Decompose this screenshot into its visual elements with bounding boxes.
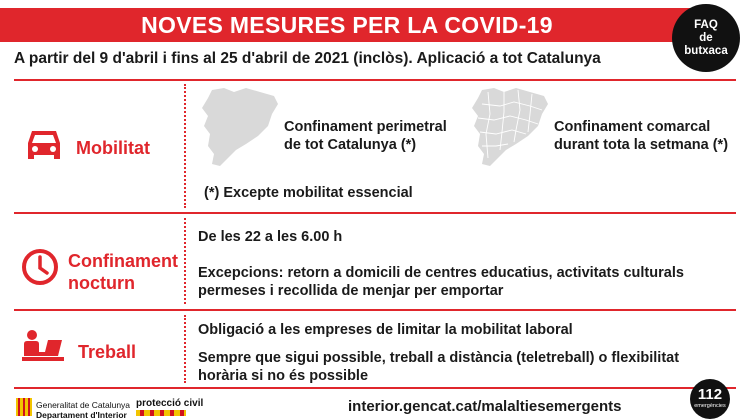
catalonia-comarques-map (464, 84, 550, 170)
mobilitat-map2-line1: Confinament comarcal (554, 119, 711, 135)
emergency-number: 112 (697, 386, 723, 403)
faq-line-2: de (699, 31, 713, 44)
clock-icon (20, 247, 60, 287)
nocturn-exceptions-line2: permeses i recollida de menjar per emportar (198, 283, 504, 299)
proteccio-civil-text: protecció civil (136, 398, 204, 409)
category-nocturn-line1: Confinament (68, 251, 178, 271)
faq-line-1: FAQ (694, 18, 718, 31)
emergency-112-badge (690, 379, 730, 419)
laptop-worker-icon (20, 328, 66, 368)
mobilitat-map1-line1: Confinament perimetral (284, 119, 447, 135)
faq-badge[interactable] (672, 4, 740, 72)
category-treball: Treball (78, 342, 137, 362)
mobilitat-map2-line2: durant tota la setmana (*) (554, 137, 729, 153)
date-range-subtitle: A partir del 9 d'abril i fins al 25 d'abril de 2021 (inclòs). Aplicació a tot Catalunya (14, 50, 601, 67)
divider-top (14, 79, 736, 81)
page-title: NOVES MESURES PER LA COVID-19 (141, 11, 553, 38)
treball-line1: Obligació a les empreses de limitar la mobilitat laboral (198, 322, 573, 338)
emergency-subtext: emergències (694, 403, 726, 409)
vertical-divider-1 (184, 84, 186, 208)
mobilitat-footnote: (*) Excepte mobilitat essencial (204, 185, 413, 201)
nocturn-exceptions-line1: Excepcions: retorn a domicili de centres educatius, activitats culturals (198, 265, 684, 281)
divider-mobilitat (14, 212, 736, 214)
info-url-link[interactable]: interior.gencat.cat/malaltiesemergents (348, 398, 622, 415)
generalitat-line1: Generalitat de Catalunya (36, 400, 131, 410)
car-icon (24, 127, 64, 163)
title-banner (0, 8, 694, 42)
mobilitat-map1-line2: de tot Catalunya (*) (284, 137, 417, 153)
category-mobilitat: Mobilitat (76, 138, 150, 158)
category-nocturn-line2: nocturn (68, 273, 135, 293)
divider-nocturn (14, 309, 736, 311)
vertical-divider-2 (184, 218, 186, 304)
treball-line3: horària si no és possible (198, 368, 369, 384)
catalonia-map-perimetral (194, 84, 280, 170)
generalitat-line2: Departament d'Interior (36, 409, 127, 420)
faq-line-3: butxaca (684, 44, 728, 57)
proteccio-civil-stripes-icon (136, 410, 186, 416)
nocturn-hours: De les 22 a les 6.00 h (198, 229, 343, 245)
generalitat-logo (16, 398, 32, 416)
treball-line2: Sempre que sigui possible, treball a distància (teletreball) o flexibilitat (198, 350, 680, 366)
divider-bottom (14, 387, 736, 389)
vertical-divider-3 (184, 315, 186, 383)
generalitat-text (36, 401, 130, 420)
